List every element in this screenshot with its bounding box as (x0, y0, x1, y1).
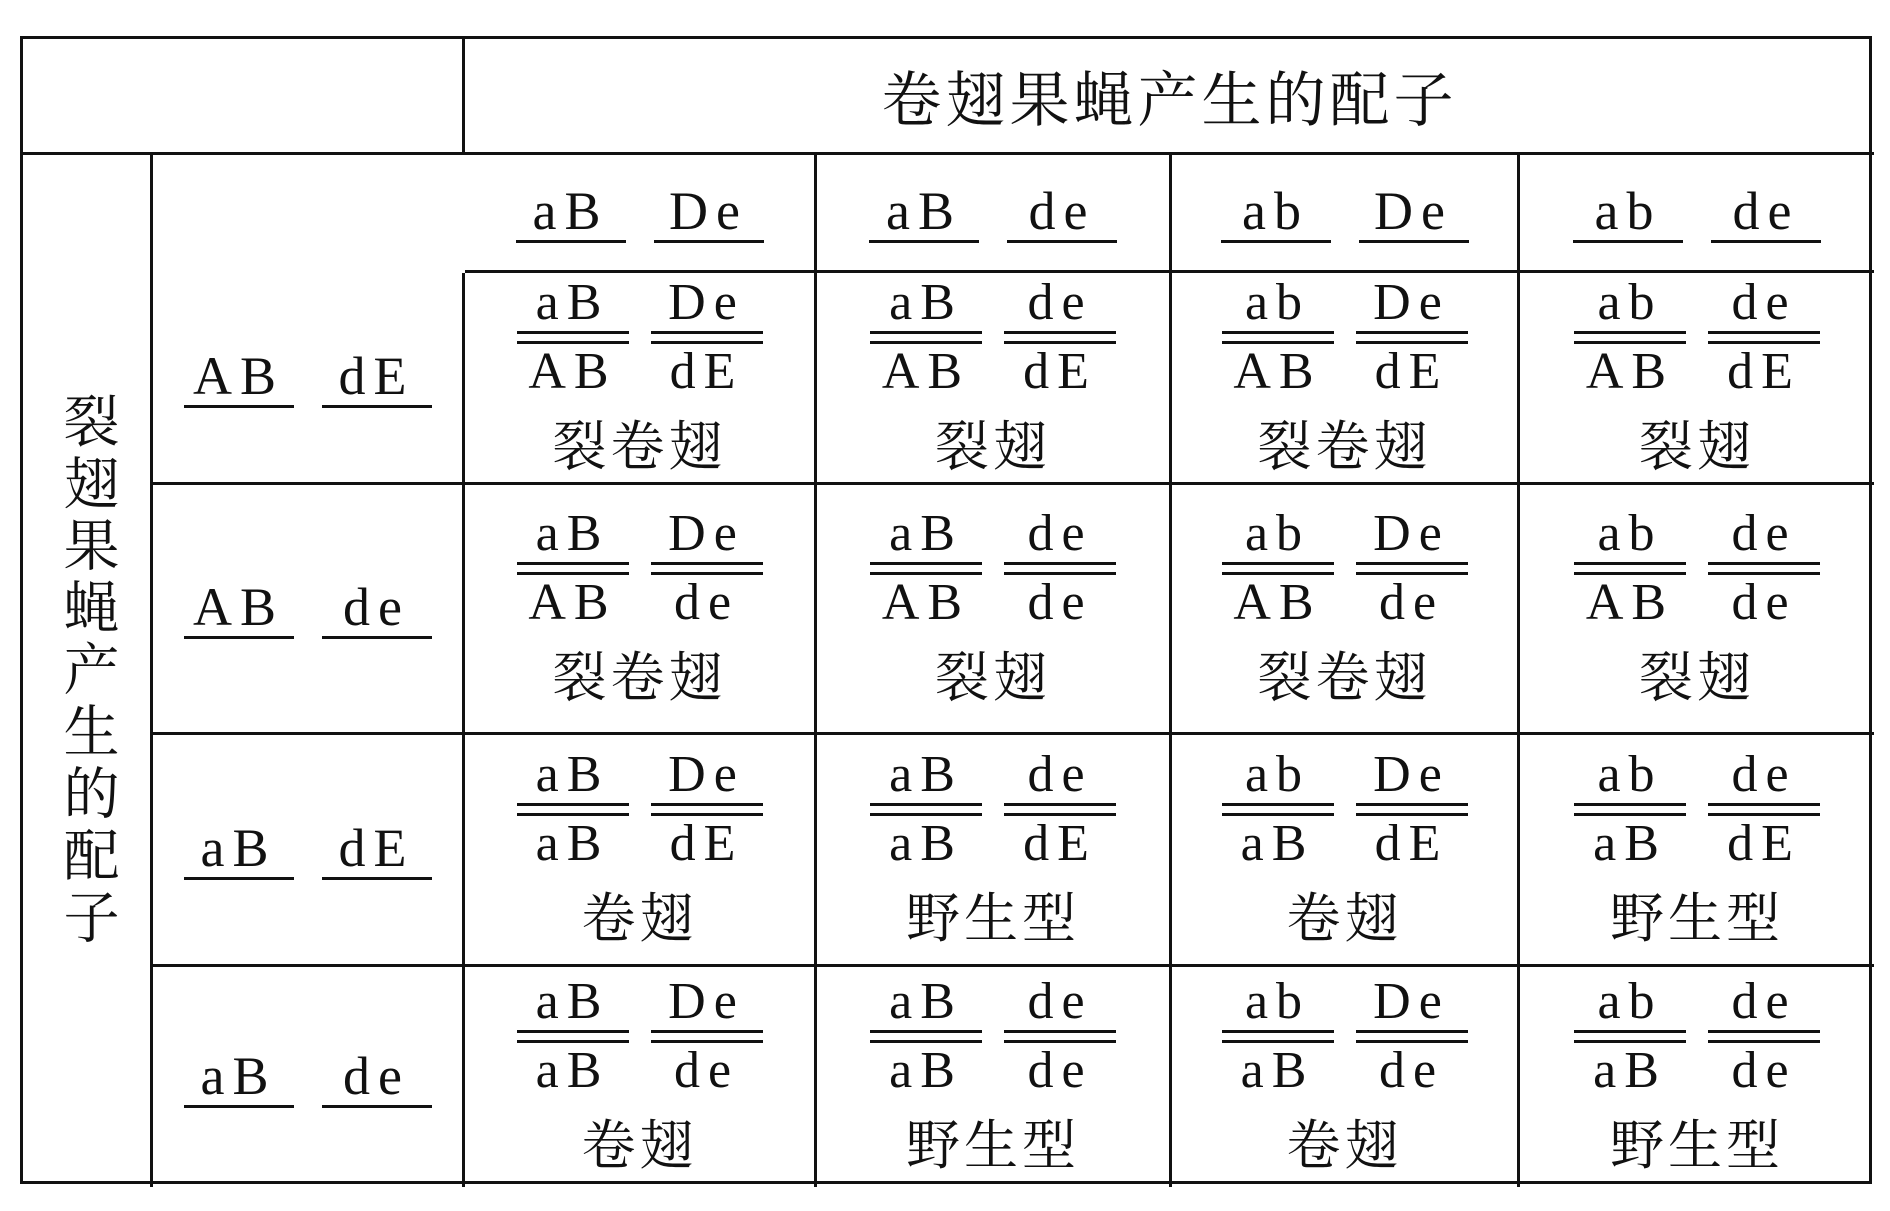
offspring-cell (1172, 967, 1520, 1187)
homolog-bottom: AB (528, 573, 617, 631)
offspring-cell (1520, 485, 1874, 735)
chromosome-2: de (322, 1047, 432, 1108)
homolog-bottom: dE (1023, 814, 1097, 872)
homolog-pair-1 (1222, 506, 1334, 631)
chromosome-pairs (517, 275, 763, 400)
chromosome-pairs (1222, 747, 1468, 872)
homolog-pair-2 (1356, 275, 1468, 400)
phenotype-label: 裂翅 (1639, 645, 1755, 709)
gamete-pair (184, 578, 432, 639)
homolog-bottom: de (673, 1042, 740, 1099)
homolog-bottom: aB (535, 1042, 610, 1099)
homolog-bottom: dE (1374, 342, 1449, 400)
curly-gamete-cell (1172, 155, 1520, 273)
phenotype-label: 野生型 (906, 1114, 1080, 1177)
double-line (1356, 562, 1468, 575)
phenotype-label: 裂卷翅 (552, 645, 727, 709)
phenotype-label: 卷翅 (1286, 886, 1403, 950)
offspring-genotype (1574, 506, 1820, 712)
offspring-cell (465, 485, 817, 735)
header-title: 卷翅果蝇产生的配子 (881, 65, 1458, 136)
homolog-top: de (1731, 745, 1797, 803)
double-line (870, 331, 982, 344)
chromosome-pairs (1222, 974, 1468, 1099)
homolog-top: ab (1597, 504, 1663, 562)
homolog-bottom: aB (889, 1042, 963, 1099)
homolog-bottom: AB (1585, 342, 1675, 400)
homolog-pair-1 (870, 747, 982, 872)
double-line (1708, 803, 1820, 816)
double-line (1222, 803, 1334, 816)
homolog-top: De (668, 504, 745, 562)
offspring-genotype (517, 506, 763, 712)
homolog-top: ab (1244, 973, 1311, 1030)
homolog-pair-1 (517, 747, 629, 872)
homolog-bottom: AB (1233, 342, 1322, 400)
chromosome-2: de (322, 578, 432, 639)
homolog-bottom: aB (889, 814, 963, 872)
homolog-pair-2 (651, 747, 763, 872)
homolog-pair-1 (1222, 747, 1334, 872)
chromosome-1: AB (184, 347, 294, 408)
split-gamete-cell (153, 485, 465, 735)
double-line (1708, 562, 1820, 575)
homolog-pair-2 (1004, 275, 1116, 400)
chromosome-pairs (870, 747, 1116, 872)
double-line (1004, 562, 1116, 575)
homolog-bottom: de (1378, 573, 1445, 631)
double-line (1356, 331, 1468, 344)
homolog-pair-2 (1004, 506, 1116, 631)
homolog-bottom: AB (1585, 573, 1675, 631)
homolog-pair-1 (1574, 747, 1686, 872)
homolog-top: ab (1244, 745, 1311, 803)
gamete-pair (184, 347, 432, 408)
double-line (1222, 562, 1334, 575)
homolog-pair-2 (1708, 974, 1820, 1099)
homolog-pair-2 (1004, 747, 1116, 872)
chromosome-pairs (1574, 747, 1820, 872)
chromosome-2: De (1359, 182, 1469, 243)
offspring-genotype (1222, 974, 1468, 1180)
chromosome-pairs (517, 506, 763, 631)
double-line (1574, 331, 1686, 344)
chromosome-pairs (1574, 506, 1820, 631)
homolog-bottom: de (673, 573, 740, 631)
homolog-top: ab (1597, 273, 1663, 331)
chromosome-pairs (1222, 506, 1468, 631)
gamete-pair (184, 1047, 432, 1108)
gamete-pair (1573, 182, 1821, 243)
double-line (1574, 803, 1686, 816)
offspring-cell (1172, 735, 1520, 967)
offspring-genotype (1574, 974, 1820, 1180)
homolog-top: ab (1244, 504, 1311, 562)
phenotype-label: 野生型 (1610, 886, 1784, 950)
homolog-top: aB (889, 973, 963, 1030)
homolog-top: de (1027, 273, 1093, 331)
homolog-pair-2 (1708, 506, 1820, 631)
chromosome-1: aB (869, 182, 979, 243)
homolog-pair-1 (517, 506, 629, 631)
homolog-bottom: de (1378, 1042, 1445, 1099)
homolog-pair-1 (870, 506, 982, 631)
curly-gamete-cell (817, 155, 1172, 273)
phenotype-label: 裂翅 (935, 414, 1051, 478)
side-label-cell (23, 155, 153, 1187)
homolog-pair-2 (651, 275, 763, 400)
phenotype-label: 裂卷翅 (1257, 414, 1432, 478)
homolog-pair-2 (651, 974, 763, 1099)
offspring-genotype (1222, 275, 1468, 481)
homolog-pair-2 (651, 506, 763, 631)
offspring-genotype (1222, 506, 1468, 712)
chromosome-2: de (1711, 182, 1821, 243)
homolog-top: De (668, 973, 745, 1030)
homolog-pair-1 (517, 275, 629, 400)
homolog-top: de (1027, 504, 1093, 562)
phenotype-label: 卷翅 (581, 886, 698, 950)
homolog-top: aB (535, 273, 610, 331)
split-gamete-cell (153, 273, 465, 485)
homolog-top: de (1027, 973, 1093, 1030)
offspring-genotype (1574, 747, 1820, 953)
chromosome-1: aB (184, 1047, 294, 1108)
offspring-cell (1172, 485, 1520, 735)
punnett-table (20, 36, 1872, 1184)
phenotype-label: 野生型 (1610, 1114, 1784, 1177)
homolog-top: De (1373, 973, 1450, 1030)
homolog-bottom: aB (1593, 1042, 1667, 1099)
homolog-bottom: aB (1593, 814, 1667, 872)
chromosome-1: AB (184, 578, 294, 639)
chromosome-2: de (1007, 182, 1117, 243)
double-line (870, 562, 982, 575)
homolog-pair-1 (870, 974, 982, 1099)
homolog-pair-2 (1356, 747, 1468, 872)
phenotype-label: 裂翅 (1639, 414, 1755, 478)
homolog-bottom: de (1731, 573, 1797, 631)
homolog-top: aB (889, 745, 963, 803)
homolog-bottom: dE (1727, 342, 1801, 400)
homolog-bottom: dE (669, 814, 744, 872)
homolog-bottom: aB (535, 814, 610, 872)
chromosome-pairs (1574, 974, 1820, 1099)
homolog-top: de (1731, 973, 1797, 1030)
homolog-pair-2 (1356, 506, 1468, 631)
offspring-genotype (1574, 275, 1820, 481)
homolog-bottom: de (1027, 1042, 1093, 1099)
double-line (517, 562, 629, 575)
double-line (1356, 803, 1468, 816)
phenotype-label: 卷翅 (1286, 1114, 1403, 1177)
offspring-genotype (1222, 747, 1468, 953)
table-header (465, 39, 1874, 155)
double-line (870, 803, 982, 816)
offspring-cell (465, 273, 817, 485)
chromosome-1: aB (516, 182, 626, 243)
chromosome-2: dE (322, 819, 432, 880)
homolog-pair-1 (1222, 974, 1334, 1099)
homolog-bottom: dE (1727, 814, 1801, 872)
chromosome-pairs (517, 747, 763, 872)
offspring-genotype (517, 974, 763, 1180)
homolog-top: aB (535, 504, 610, 562)
double-line (1708, 331, 1820, 344)
corner-cell (23, 39, 465, 155)
homolog-top: aB (889, 504, 963, 562)
offspring-genotype (870, 747, 1116, 953)
chromosome-1: ab (1573, 182, 1683, 243)
homolog-top: ab (1244, 273, 1311, 331)
gamete-pair (1221, 182, 1469, 243)
offspring-cell (465, 967, 817, 1187)
side-label: 裂翅果蝇产生的配子 (54, 392, 120, 950)
homolog-top: de (1731, 504, 1797, 562)
split-gamete-cell (153, 967, 465, 1187)
homolog-bottom: AB (881, 342, 971, 400)
phenotype-label: 卷翅 (581, 1114, 698, 1177)
homolog-top: De (1373, 745, 1450, 803)
double-line (651, 331, 763, 344)
homolog-bottom: aB (1240, 1042, 1315, 1099)
phenotype-label: 野生型 (906, 886, 1080, 950)
offspring-cell (817, 735, 1172, 967)
split-gamete-cell (153, 735, 465, 967)
phenotype-label: 裂翅 (935, 645, 1051, 709)
gamete-pair (184, 819, 432, 880)
homolog-pair-2 (1356, 974, 1468, 1099)
homolog-pair-2 (1708, 747, 1820, 872)
offspring-cell (1520, 735, 1874, 967)
double-line (1574, 562, 1686, 575)
homolog-top: de (1731, 273, 1797, 331)
offspring-genotype (517, 275, 763, 481)
homolog-pair-1 (1574, 506, 1686, 631)
homolog-pair-1 (870, 275, 982, 400)
homolog-top: ab (1597, 973, 1663, 1030)
chromosome-pairs (517, 974, 763, 1099)
homolog-bottom: dE (1023, 342, 1097, 400)
homolog-top: de (1027, 745, 1093, 803)
homolog-bottom: AB (881, 573, 971, 631)
phenotype-label: 裂卷翅 (552, 414, 727, 478)
chromosome-pairs (1222, 275, 1468, 400)
double-line (1222, 331, 1334, 344)
chromosome-pairs (870, 275, 1116, 400)
offspring-genotype (870, 275, 1116, 481)
homolog-pair-1 (1574, 275, 1686, 400)
curly-gamete-cell (1520, 155, 1874, 273)
offspring-genotype (870, 974, 1116, 1180)
homolog-top: aB (535, 973, 610, 1030)
homolog-pair-1 (1222, 275, 1334, 400)
offspring-cell (817, 485, 1172, 735)
double-line (651, 562, 763, 575)
chromosome-pairs (1574, 275, 1820, 400)
homolog-bottom: de (1027, 573, 1093, 631)
chromosome-2: dE (322, 347, 432, 408)
chromosome-1: aB (184, 819, 294, 880)
offspring-cell (817, 967, 1172, 1187)
homolog-top: De (668, 745, 745, 803)
offspring-cell (817, 273, 1172, 485)
chromosome-pairs (870, 506, 1116, 631)
double-line (1004, 331, 1116, 344)
homolog-top: aB (889, 273, 963, 331)
chromosome-2: De (654, 182, 764, 243)
gamete-pair (869, 182, 1117, 243)
homolog-bottom: aB (1240, 814, 1315, 872)
double-line (651, 803, 763, 816)
chromosome-pairs (870, 974, 1116, 1099)
curly-gamete-cell (465, 155, 817, 273)
homolog-top: aB (535, 745, 610, 803)
homolog-bottom: de (1731, 1042, 1797, 1099)
chromosome-1: ab (1221, 182, 1331, 243)
homolog-pair-1 (1574, 974, 1686, 1099)
phenotype-label: 裂卷翅 (1257, 645, 1432, 709)
homolog-top: De (668, 273, 745, 331)
homolog-top: De (1373, 273, 1450, 331)
offspring-cell (1520, 273, 1874, 485)
gamete-pair (516, 182, 764, 243)
homolog-pair-2 (1004, 974, 1116, 1099)
homolog-pair-1 (517, 974, 629, 1099)
double-line (517, 803, 629, 816)
homolog-bottom: dE (1374, 814, 1449, 872)
offspring-genotype (870, 506, 1116, 712)
homolog-top: De (1373, 504, 1450, 562)
offspring-cell (465, 735, 817, 967)
double-line (1004, 803, 1116, 816)
homolog-bottom: dE (669, 342, 744, 400)
homolog-pair-2 (1708, 275, 1820, 400)
offspring-cell (1172, 273, 1520, 485)
homolog-bottom: AB (528, 342, 617, 400)
homolog-bottom: AB (1233, 573, 1322, 631)
double-line (517, 331, 629, 344)
offspring-genotype (517, 747, 763, 953)
offspring-cell (1520, 967, 1874, 1187)
homolog-top: ab (1597, 745, 1663, 803)
